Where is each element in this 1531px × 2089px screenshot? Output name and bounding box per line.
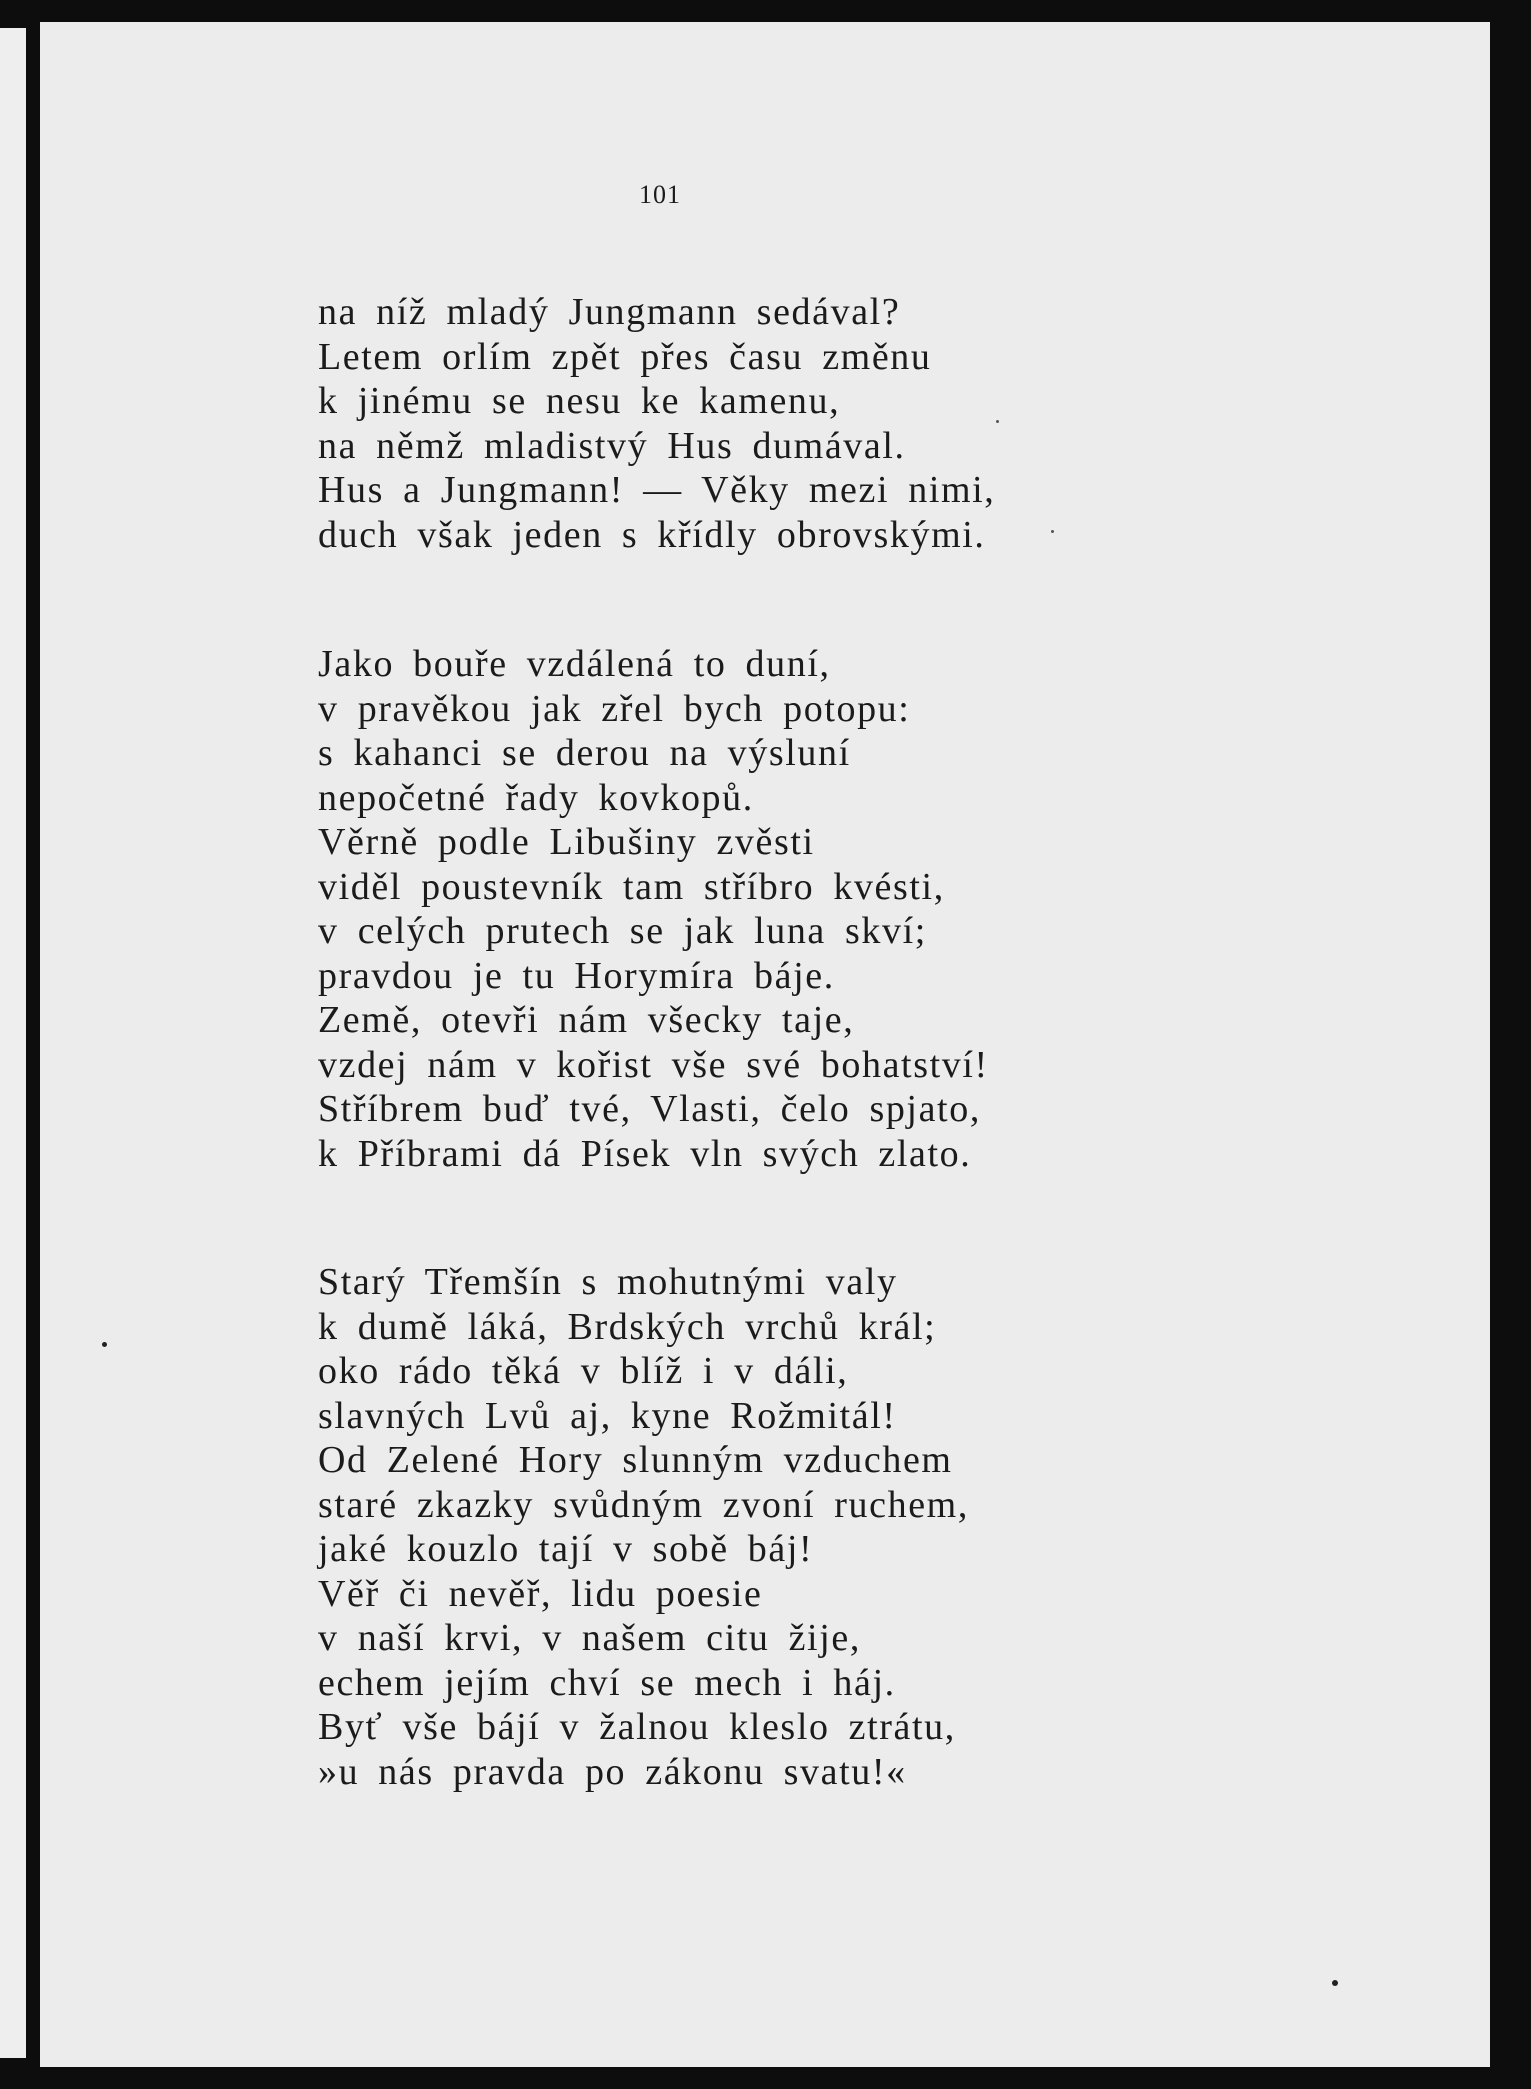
verse-line: k dumě láká, Brdských vrchů král; — [318, 1305, 937, 1348]
verse-line: slavných Lvů aj, kyne Rožmitál! — [318, 1394, 897, 1437]
verse-line: na níž mladý Jungmann sedával? — [318, 291, 901, 333]
paper-speck — [996, 420, 999, 423]
paper-speck — [1332, 1980, 1338, 1986]
verse-line: Letem orlím zpět přes času změnu — [318, 335, 932, 378]
verse-line: Byť vše bájí v žalnou kleslo ztrátu, — [318, 1706, 956, 1748]
verse-line: Stříbrem buď tvé, Vlasti, čelo spjato, — [318, 1088, 981, 1130]
verse-line: Věrně podle Libušiny zvěsti — [318, 821, 815, 863]
verse-line: s kahanci se derou na výsluní — [318, 732, 851, 774]
verse-line: nepočetné řady kovkopů. — [318, 776, 754, 819]
verse-line: na němž mladistvý Hus dumával. — [318, 424, 906, 467]
verse-line: v pravěkou jak zřel bych potopu: — [318, 687, 911, 730]
verse-line: pravdou je tu Horymíra báje. — [318, 954, 835, 997]
verse-line: viděl poustevník tam stříbro kvésti, — [318, 865, 945, 908]
verse-line: staré zkazky svůdným zvoní ruchem, — [318, 1483, 969, 1526]
verse-line: Od Zelené Hory slunným vzduchem — [318, 1439, 953, 1481]
verse-line: echem jejím chví se mech i háj. — [318, 1661, 896, 1704]
verse-line: jaké kouzlo tají v sobě báj! — [318, 1528, 814, 1570]
verse-line: Starý Třemšín s mohutnými valy — [318, 1261, 898, 1303]
verse-line: Věř či nevěř, lidu poesie — [318, 1572, 763, 1615]
verse-line: oko rádo těká v blíž i v dáli, — [318, 1350, 849, 1392]
verse-line: »u nás pravda po zákonu svatu!« — [318, 1750, 907, 1793]
page-number: 101 — [639, 180, 681, 209]
stanza-2 — [318, 642, 989, 1176]
verse-line: Země, otevři nám všecky taje, — [318, 999, 855, 1041]
book-page — [40, 22, 1490, 2067]
stanza-1 — [318, 290, 995, 557]
verse-line: v celých prutech se jak luna skví; — [318, 910, 927, 952]
verse-line: k jinému se nesu ke kamenu, — [318, 380, 841, 422]
paper-speck — [102, 1342, 107, 1347]
verse-line: Hus a Jungmann! — Věky mezi nimi, — [318, 469, 996, 511]
verse-line: Jako bouře vzdálená to duní, — [318, 643, 831, 685]
stanza-3 — [318, 1260, 969, 1794]
verse-line: vzdej nám v kořist vše své bohatství! — [318, 1043, 989, 1086]
paper-speck — [1051, 530, 1054, 533]
verse-line: v naší krvi, v našem citu žije, — [318, 1617, 861, 1659]
verse-line: duch však jeden s křídly obrovskými. — [318, 513, 986, 556]
verse-line: k Příbrami dá Písek vln svých zlato. — [318, 1132, 972, 1175]
adjacent-page-edge — [0, 28, 26, 2058]
